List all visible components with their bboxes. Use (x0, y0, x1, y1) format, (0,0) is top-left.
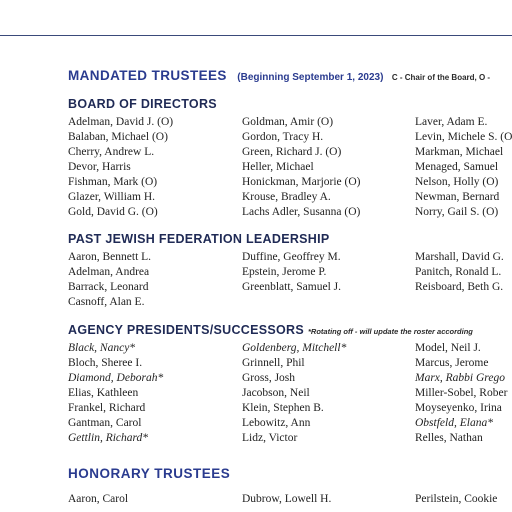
list-item: Epstein, Jerome P. (242, 266, 327, 278)
list-item: Bloch, Sheree I. (68, 357, 143, 369)
list-item: Cherry, Andrew L. (68, 146, 155, 158)
list-item: Marcus, Jerome (415, 357, 489, 369)
list-item: Glazer, William H. (68, 191, 156, 203)
list-item: Green, Richard J. (O) (242, 146, 342, 158)
list-item: Heller, Michael (242, 161, 314, 173)
past-col-2 (242, 250, 341, 295)
past-col-1 (68, 250, 151, 310)
list-item: Greenblatt, Samuel J. (242, 281, 342, 293)
section-heading-agency (68, 323, 473, 337)
list-item: Model, Neil J. (415, 342, 481, 354)
list-item: Gordon, Tracy H. (242, 131, 324, 143)
list-item: Devor, Harris (68, 161, 131, 173)
past-col-3 (415, 250, 504, 295)
page-note: C - Chair of the Board, O - (391, 73, 491, 82)
list-item: Balaban, Michael (O) (68, 131, 168, 143)
list-item: Menaged, Samuel (415, 161, 499, 173)
section-heading-past-leadership: PAST JEWISH FEDERATION LEADERSHIP (68, 232, 330, 246)
list-item: Gantman, Carol (68, 417, 142, 429)
agency-col-2 (242, 341, 346, 446)
list-item: Duffine, Geoffrey M. (242, 251, 341, 263)
list-item: Black, Nancy* (68, 342, 136, 354)
list-item: Markman, Michael (415, 146, 504, 158)
list-item: Frankel, Richard (68, 402, 146, 414)
agency-col-1 (68, 341, 163, 446)
section-heading-honorary: HONORARY TRUSTEES (68, 466, 231, 481)
agency-heading-text: AGENCY PRESIDENTS/SUCCESSORS (68, 323, 304, 337)
list-item: Laver, Adam E. (415, 116, 488, 128)
list-item: Marx, Rabbi Grego (415, 372, 505, 384)
list-item: Reisboard, Beth G. (415, 281, 504, 293)
list-item: Barrack, Leonard (68, 281, 149, 293)
list-item: Nelson, Holly (O) (415, 176, 499, 188)
list-item: Gold, David G. (O) (68, 206, 158, 218)
honorary-col-1 (68, 492, 128, 507)
list-item: Moyseyenko, Irina (415, 402, 502, 414)
honorary-col-3 (415, 492, 497, 507)
list-item: Panitch, Ronald L. (415, 266, 502, 278)
list-item: Norry, Gail S. (O) (415, 206, 499, 218)
agency-rotation-note: *Rotating off - will update the roster according (308, 327, 473, 336)
list-item: Lebowitz, Ann (242, 417, 311, 429)
list-item: Goldman, Amir (O) (242, 116, 334, 128)
list-item: Elias, Kathleen (68, 387, 139, 399)
page-subtitle: (Beginning September 1, 2023) (237, 72, 384, 83)
list-item: Lidz, Victor (242, 432, 298, 444)
list-item: Dubrow, Lowell H. (242, 493, 332, 505)
page-title: MANDATED TRUSTEES (68, 68, 227, 83)
list-item: Relles, Nathan (415, 432, 483, 444)
list-item: Adelman, Andrea (68, 266, 150, 278)
list-item: Honickman, Marjorie (O) (242, 176, 361, 188)
list-item: Lachs Adler, Susanna (O) (242, 206, 361, 218)
list-item: Aaron, Bennett L. (68, 251, 152, 263)
list-item: Aaron, Carol (68, 493, 129, 505)
list-item: Jacobson, Neil (242, 387, 310, 399)
top-rule (0, 35, 512, 36)
list-item: Casnoff, Alan E. (68, 296, 145, 308)
list-item: Marshall, David G. (415, 251, 504, 263)
list-item: Miller-Sobel, Rober (415, 387, 508, 399)
list-item: Gross, Josh (242, 372, 296, 384)
list-item: Klein, Stephen B. (242, 402, 324, 414)
list-item: Grinnell, Phil (242, 357, 305, 369)
list-item: Gettlin, Richard* (68, 432, 149, 444)
board-col-3 (415, 115, 512, 220)
mandated-trustees-header (68, 67, 490, 85)
list-item: Adelman, David J. (O) (68, 116, 174, 128)
list-item: Goldenberg, Mitchell* (242, 342, 347, 354)
list-item: Obstfeld, Elana* (415, 417, 493, 429)
section-heading-board: BOARD OF DIRECTORS (68, 97, 217, 111)
list-item: Levin, Michele S. (O (415, 131, 512, 143)
board-col-2 (242, 115, 360, 220)
honorary-col-2 (242, 492, 331, 507)
list-item: Fishman, Mark (O) (68, 176, 158, 188)
list-item: Newman, Bernard (415, 191, 500, 203)
board-col-1 (68, 115, 173, 220)
list-item: Krouse, Bradley A. (242, 191, 331, 203)
list-item: Perilstein, Cookie (415, 493, 498, 505)
list-item: Diamond, Deborah* (68, 372, 164, 384)
agency-col-3 (415, 341, 507, 446)
